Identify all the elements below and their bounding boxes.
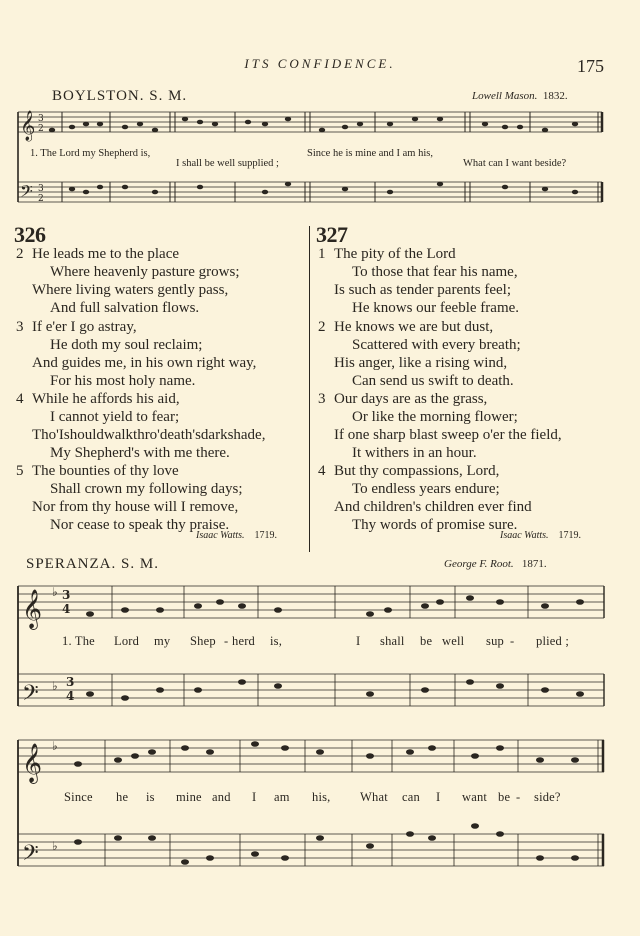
verse-line: My Shepherd's with me there.	[50, 445, 230, 461]
lyric-line: I shall be well supplied ;	[176, 158, 279, 169]
lyric-syllable: and	[212, 790, 231, 804]
author-name: Isaac Watts.	[500, 530, 549, 541]
verse-line: Shall crown my following days;	[50, 481, 243, 497]
author-name: Isaac Watts.	[196, 530, 245, 541]
svg-text:3: 3	[62, 588, 71, 602]
flat-icon: ♭	[52, 739, 58, 753]
svg-text:2: 2	[38, 124, 44, 134]
verse-number: 3	[318, 391, 326, 407]
verse-line: Where living waters gently pass,	[32, 282, 229, 298]
verse	[318, 462, 532, 534]
verse-line: If e'er I go astray,	[32, 319, 137, 335]
lyric-syllable: I	[436, 790, 441, 804]
verse-line: And children's children ever find	[334, 499, 532, 515]
verse-line: I cannot yield to fear;	[50, 409, 180, 425]
verse	[318, 318, 521, 390]
verse-number: 4	[16, 391, 24, 407]
lyric-syllable: want	[462, 790, 488, 804]
verse-line: Where heavenly pasture grows;	[50, 264, 240, 280]
verse-line: Can send us swift to death.	[352, 373, 514, 389]
lyric-syllable: side?	[534, 790, 561, 804]
speranza-system1-staves	[18, 586, 604, 706]
svg-text:3: 3	[38, 114, 44, 124]
verse-line: It withers in an hour.	[352, 445, 477, 461]
verse-line: The pity of the Lord	[334, 246, 456, 262]
svg-text:4: 4	[62, 602, 71, 616]
lyric-syllable: 1. The	[62, 634, 95, 648]
hymn-attribution	[500, 530, 581, 541]
verse-line: He knows we are but dust,	[334, 319, 494, 335]
verse-line: To endless years endure;	[352, 481, 500, 497]
composer-year: 1832.	[542, 90, 568, 102]
verse-number: 5	[16, 463, 24, 479]
lyric-syllable: herd	[232, 634, 256, 648]
verse-line: Nor from thy house will I remove,	[32, 499, 239, 515]
lyric-syllable: I	[356, 634, 361, 648]
lyric-syllable: I	[252, 790, 257, 804]
lyric-syllable: be	[420, 634, 433, 648]
tune-credit-speranza	[444, 558, 547, 570]
verse-line: If one sharp blast sweep o'er the field,	[334, 427, 562, 443]
lyric-line: 1. The Lord my Shepherd is,	[30, 148, 151, 159]
bass-clef-icon: 𝄢	[22, 681, 39, 711]
verse	[16, 390, 266, 462]
lyric-syllable: well	[442, 634, 465, 648]
tune-title-speranza: SPERANZA. S. M.	[26, 556, 159, 572]
verse	[318, 390, 562, 462]
composer-year: 1871.	[521, 558, 547, 570]
svg-text:2: 2	[38, 194, 44, 204]
lyric-syllable: he	[116, 790, 129, 804]
treble-clef-icon: 𝄞	[20, 111, 36, 141]
svg-text:4: 4	[66, 689, 75, 703]
page-number: 175	[577, 56, 604, 76]
author-year: 1719.	[254, 530, 278, 541]
verse-line: Is such as tender parents feel;	[334, 282, 512, 298]
lyric-syllable: Lord	[114, 634, 140, 648]
verse-line: He knows our feeble frame.	[352, 300, 520, 316]
lyric-syllable: -	[516, 790, 521, 804]
lyric-syllable: can	[402, 790, 420, 804]
lyric-syllable: be	[498, 790, 511, 804]
treble-clef-icon: 𝄞	[22, 589, 43, 629]
verse-line: And guides me, in his own right way,	[32, 355, 257, 371]
bass-clef-icon: 𝄢	[20, 181, 33, 205]
treble-clef-icon: 𝄞	[22, 743, 43, 783]
lyric-line: Since he is mine and I am his,	[307, 148, 433, 159]
composer-name: George F. Root.	[444, 558, 514, 570]
lyric-syllable: What	[360, 790, 388, 804]
lyric-syllable: sup	[486, 634, 504, 648]
verse-number: 4	[318, 463, 326, 479]
lyric-line: What can I want beside?	[463, 158, 567, 169]
verse-line: While he affords his aid,	[32, 391, 180, 407]
verse-line: For his most holy name.	[50, 373, 196, 389]
lyric-syllable: -	[224, 634, 229, 648]
verse-line: Our days are as the grass,	[334, 391, 488, 407]
flat-icon: ♭	[52, 839, 58, 853]
flat-icon: ♭	[52, 585, 58, 599]
column-divider	[309, 226, 310, 552]
verse-line: He leads me to the place	[32, 246, 180, 262]
verse-line: Thy words of promise sure.	[352, 517, 518, 533]
lyric-syllable: Since	[64, 790, 93, 804]
verse-line: Tho'Ishouldwalkthro'death'sdarkshade,	[32, 427, 266, 443]
verse-line: Nor cease to speak thy praise.	[50, 517, 230, 533]
verse-line: His anger, like a rising wind,	[334, 355, 508, 371]
verse-line: The bounties of thy love	[32, 463, 179, 479]
bass-clef-icon: 𝄢	[22, 841, 39, 871]
lyric-syllable: plied ;	[536, 634, 569, 648]
composer-name: Lowell Mason.	[472, 90, 538, 102]
verse-line: Scattered with every breath;	[352, 337, 521, 353]
verse-line: Or like the morning flower;	[352, 409, 518, 425]
verse	[16, 245, 240, 317]
verse	[16, 318, 257, 390]
hymn-attribution	[196, 530, 277, 541]
running-title: ITS CONFIDENCE.	[244, 56, 396, 71]
flat-icon: ♭	[52, 679, 58, 693]
lyric-syllable: is,	[270, 634, 283, 648]
verse-line: To those that fear his name,	[352, 264, 518, 280]
svg-text:3: 3	[66, 675, 75, 689]
author-year: 1719.	[558, 530, 582, 541]
lyric-syllable: Shep	[190, 634, 216, 648]
verse-number: 2	[318, 319, 326, 335]
verse-number: 3	[16, 319, 24, 335]
verse-number: 2	[16, 246, 24, 262]
lyric-syllable: shall	[380, 634, 405, 648]
verse-number: 1	[318, 246, 326, 262]
lyric-syllable: his,	[312, 790, 331, 804]
lyric-syllable: am	[274, 790, 290, 804]
verse	[318, 245, 520, 317]
lyric-syllable: mine	[176, 790, 202, 804]
hymn-number: 326	[14, 222, 46, 247]
verse-line: He doth my soul reclaim;	[50, 337, 203, 353]
tune-title-boylston: BOYLSTON. S. M.	[52, 88, 188, 104]
lyric-syllable: -	[510, 634, 515, 648]
lyric-syllable: is	[146, 790, 155, 804]
verse	[16, 462, 243, 534]
verse-line: But thy compassions, Lord,	[334, 463, 500, 479]
svg-text:3: 3	[38, 184, 44, 194]
verse-line: And full salvation flows.	[50, 300, 200, 316]
lyric-syllable: my	[154, 634, 171, 648]
hymn-number: 327	[316, 222, 348, 247]
